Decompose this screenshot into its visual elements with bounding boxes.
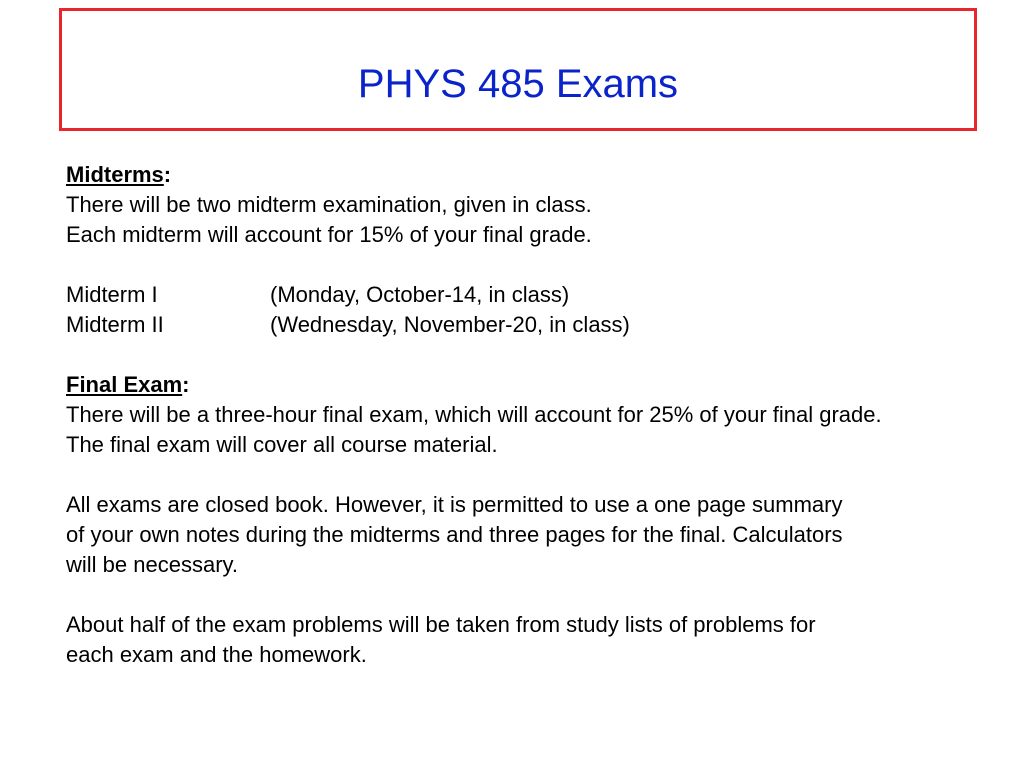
spacer — [66, 250, 1021, 280]
midterms-heading-text: Midterms — [66, 162, 164, 187]
midterms-heading — [66, 160, 1021, 190]
final-exam-heading — [66, 370, 1021, 400]
problems-note-line: each exam and the homework. — [66, 642, 367, 667]
exam-name: Midterm I — [66, 282, 158, 307]
final-exam-line: There will be a three-hour final exam, which will account for 25% of your final grade. — [66, 402, 882, 427]
policy-line: will be necessary. — [66, 552, 238, 577]
page-title: PHYS 485 Exams — [357, 62, 679, 106]
schedule-row-midterm-2 — [66, 310, 1021, 340]
schedule-row-midterm-1 — [66, 280, 1021, 310]
policy-line: All exams are closed book. However, it is permitted to use a one page summary — [66, 492, 843, 517]
spacer — [66, 580, 1021, 610]
spacer — [66, 340, 1021, 370]
final-exam-line: The final exam will cover all course material. — [66, 432, 498, 457]
midterms-line: Each midterm will account for 15% of your final grade. — [66, 222, 592, 247]
exam-name: Midterm II — [66, 312, 164, 337]
policy-line: of your own notes during the midterms and three pages for the final. Calculators — [66, 522, 843, 547]
exam-date: (Wednesday, November-20, in class) — [270, 312, 630, 337]
midterms-line: There will be two midterm examination, given in class. — [66, 192, 592, 217]
midterms-heading-colon: : — [163, 162, 172, 187]
problems-note-line: About half of the exam problems will be taken from study lists of problems for — [66, 612, 816, 637]
final-exam-heading-colon: : — [182, 372, 190, 397]
slide-content — [66, 160, 1021, 670]
spacer — [66, 460, 1021, 490]
title-box — [59, 8, 977, 131]
final-exam-heading-text: Final Exam — [66, 372, 183, 397]
exam-date: (Monday, October-14, in class) — [270, 282, 570, 307]
